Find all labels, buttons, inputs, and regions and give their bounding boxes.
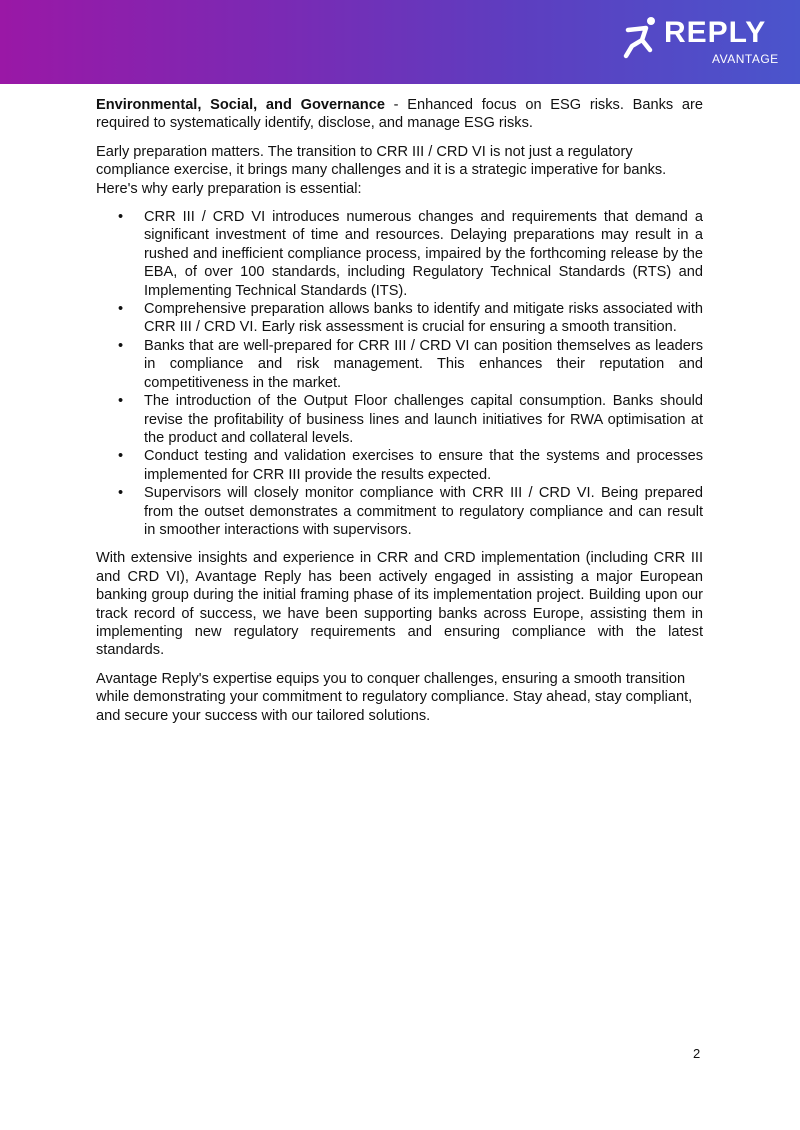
header-banner: [0, 0, 800, 84]
list-item: [96, 208, 703, 300]
experience-paragraph: With extensive insights and experience in CRR and CRD implementation (including CRR III and CRD VI), Avantage Reply has been actively engaged in assisting a major European banking group during the initial framing phase of its implementation project. Building upon our track record of success, we have been supporting banks across Europe, assisting them in implementing new regulatory requirements and ensuring compliance with the latest standards.: [96, 550, 703, 659]
bullet-icon: •: [118, 209, 124, 226]
page-number: 2: [693, 1046, 701, 1061]
esg-paragraph: [96, 96, 703, 133]
bullet-icon: •: [118, 485, 124, 502]
preparation-list: [96, 208, 703, 539]
list-item: [96, 300, 703, 337]
esg-heading: Environmental, Social, and Governance: [96, 97, 385, 113]
list-item: [96, 484, 703, 539]
bullet-icon: •: [118, 448, 124, 465]
intro-paragraph: Early preparation matters. The transition to CRR III / CRD VI is not just a regulatory compliance exercise, it brings many challenges and it is a strategic imperative for banks. Here's why early preparation is essential:: [96, 143, 667, 197]
list-item: [96, 337, 703, 392]
list-item-text: CRR III / CRD VI introduces numerous changes and requirements that demand a significant investment of time and resources. Delaying preparations may result in a rushed and inefficient compliance process, impaired by the forthcoming release by the EBA, of over 100 standards, including Regulatory Technical Standards (RTS) and Implementing Technical Standards (ITS).: [144, 209, 703, 299]
list-item-text: Supervisors will closely monitor compliance with CRR III / CRD VI. Being prepared from the outset demonstrates a commitment to regulatory compliance and can result in smoother interactions with supervisors.: [144, 485, 703, 538]
running-figure-icon: [620, 16, 660, 62]
bullet-icon: •: [118, 337, 124, 354]
logo-wordmark: REPLY: [664, 16, 767, 49]
document-body: [96, 96, 703, 735]
list-item: [96, 447, 703, 484]
bullet-icon: •: [118, 301, 124, 318]
bullet-icon: •: [118, 393, 124, 410]
closing-paragraph: Avantage Reply's expertise equips you to conquer challenges, ensuring a smooth transition while demonstrating your commitment to regulatory compliance. Stay ahead, stay compliant, and secure your success with our tailored solutions.: [96, 670, 693, 724]
list-item: [96, 392, 703, 447]
list-item-text: Banks that are well-prepared for CRR III / CRD VI can position themselves as leaders in compliance and risk management. This enhances their reputation and competitiveness in the market.: [144, 337, 703, 391]
reply-avantage-logo: [620, 14, 780, 70]
logo-subtitle: AVANTAGE: [712, 52, 779, 66]
list-item-text: Comprehensive preparation allows banks to identify and mitigate risks associated with CRR III / CRD VI. Early risk assessment is crucial for ensuring a smooth transition.: [144, 301, 703, 336]
list-item-text: The introduction of the Output Floor challenges capital consumption. Banks should revise the profitability of business lines and launch initiatives for RWA optimisation at the product and collateral levels.: [144, 393, 703, 446]
list-item-text: Conduct testing and validation exercises to ensure that the systems and processes implemented for CRR III provide the results expected.: [144, 448, 703, 483]
esg-text: - Enhanced focus on ESG risks. Banks are required to systematically identify, disclose, and manage ESG risks.: [96, 97, 703, 132]
